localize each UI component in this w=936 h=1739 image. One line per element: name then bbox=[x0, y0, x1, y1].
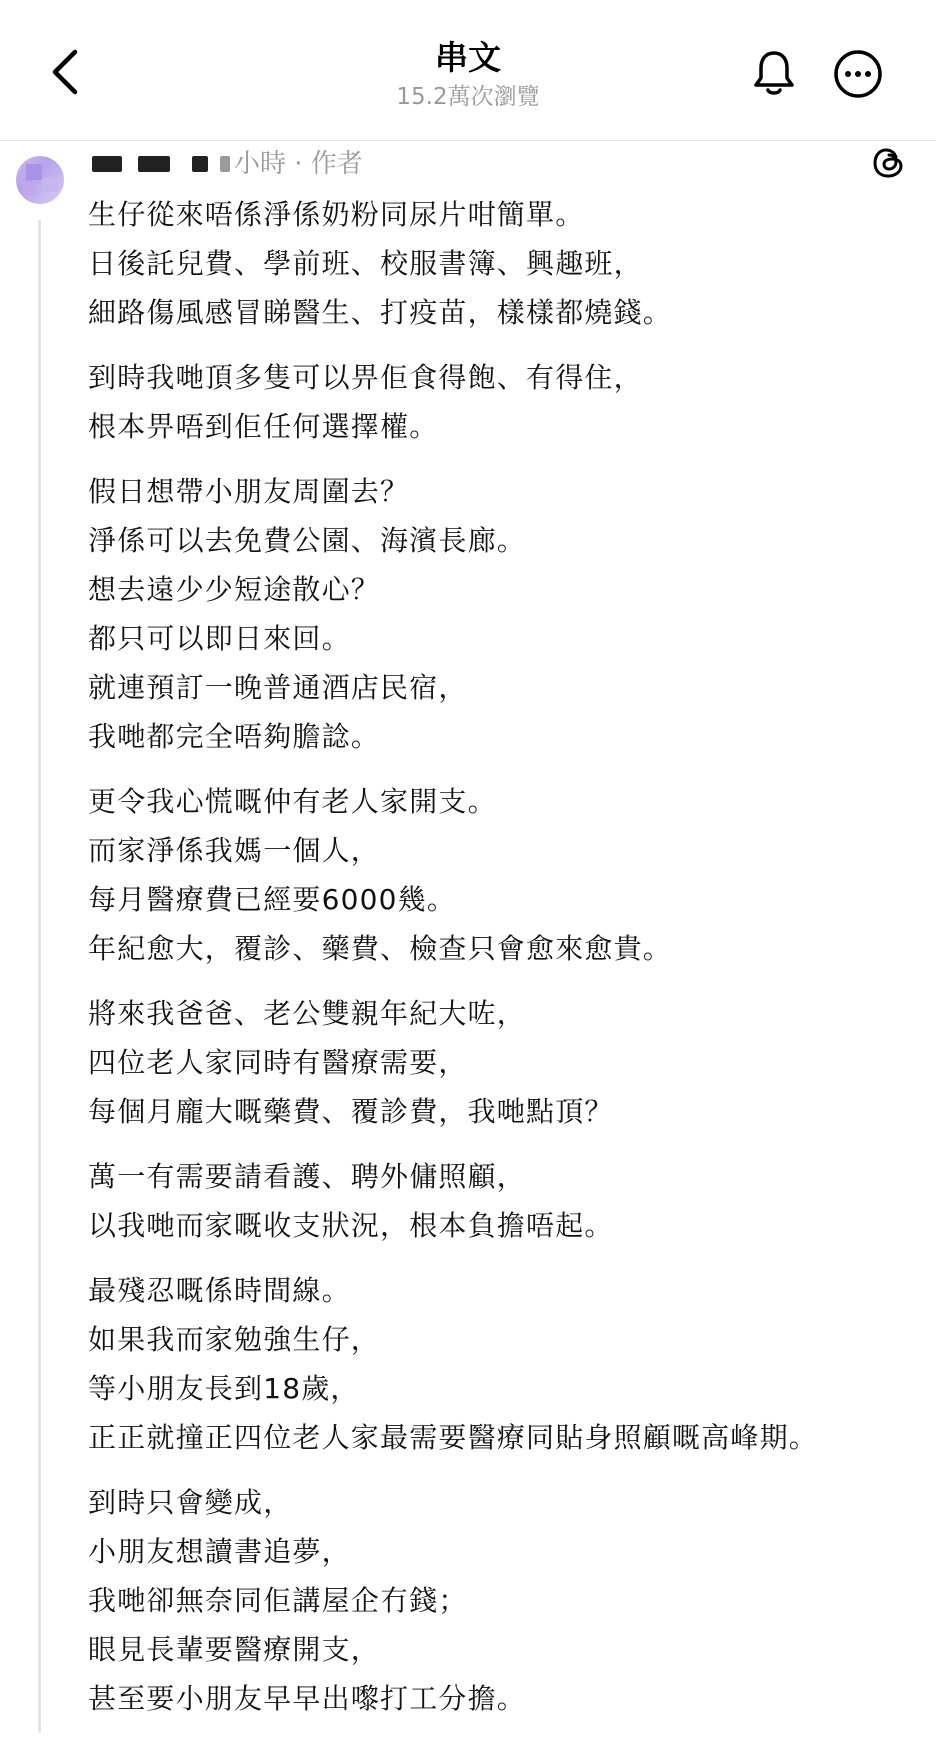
redacted-username bbox=[138, 156, 170, 172]
avatar[interactable] bbox=[16, 156, 64, 204]
post-line: 更令我心慌嘅仲有老人家開支。 bbox=[88, 785, 497, 818]
post-meta bbox=[92, 146, 363, 182]
post-paragraph bbox=[88, 467, 918, 761]
post-line: 就連預訂一晚普通酒店民宿， bbox=[88, 671, 468, 704]
post-paragraph bbox=[88, 190, 918, 337]
thread-line bbox=[38, 220, 41, 1733]
threads-logo-icon[interactable] bbox=[872, 146, 906, 180]
redacted-time bbox=[220, 156, 230, 172]
post-paragraph bbox=[88, 1266, 918, 1462]
post-line: 我哋都完全唔夠膽諗。 bbox=[88, 720, 381, 753]
post-line: 每個月龐大嘅藥費、覆診費，我哋點頂？ bbox=[88, 1095, 614, 1128]
post-paragraph bbox=[88, 353, 918, 451]
post-line: 都只可以即日來回。 bbox=[88, 622, 351, 655]
post-paragraph bbox=[88, 1152, 918, 1250]
post-body bbox=[88, 190, 918, 1739]
post-line: 每月醫療費已經要6000幾。 bbox=[88, 883, 457, 916]
post-line: 小朋友想讀書追夢， bbox=[88, 1535, 351, 1568]
post-line: 正正就撞正四位老人家最需要醫療同貼身照顧嘅高峰期。 bbox=[88, 1421, 819, 1454]
view-count: 15.2萬次瀏覽 bbox=[396, 84, 540, 110]
more-options-button[interactable] bbox=[832, 48, 884, 100]
post-line: 想去遠少少短途散心？ bbox=[88, 573, 381, 606]
post-line: 最殘忍嘅係時間線。 bbox=[88, 1274, 351, 1307]
post-line: 淨係可以去免費公園、海濱長廊。 bbox=[88, 524, 527, 557]
redacted-username bbox=[192, 156, 208, 172]
post-line: 根本畀唔到佢任何選擇權。 bbox=[88, 410, 439, 443]
redacted-username bbox=[92, 156, 122, 172]
more-icon bbox=[833, 49, 883, 99]
post-line: 日後託兒費、學前班、校服書簿、興趣班， bbox=[88, 247, 643, 280]
top-bar bbox=[0, 0, 936, 141]
post-line: 細路傷風感冒睇醫生、打疫苗，樣樣都燒錢。 bbox=[88, 296, 673, 329]
post-paragraph bbox=[88, 777, 918, 973]
bell-icon bbox=[752, 49, 796, 97]
post-paragraph bbox=[88, 1478, 918, 1723]
post-line: 假日想帶小朋友周圍去？ bbox=[88, 475, 410, 508]
post-line: 到時我哋頂多隻可以畀佢食得飽、有得住， bbox=[88, 361, 643, 394]
page-title: 串文 bbox=[435, 38, 501, 77]
post-line: 萬一有需要請看護、聘外傭照顧， bbox=[88, 1160, 527, 1193]
post-line: 到時只會變成， bbox=[88, 1486, 293, 1519]
post-line: 等小朋友長到18歲， bbox=[88, 1372, 360, 1405]
post-line: 年紀愈大，覆診、藥費、檢查只會愈來愈貴。 bbox=[88, 932, 673, 965]
post-line: 四位老人家同時有醫療需要， bbox=[88, 1046, 468, 1079]
post-time-author: 小時 · 作者 bbox=[234, 149, 363, 179]
post-line: 如果我而家勉強生仔， bbox=[88, 1323, 381, 1356]
notification-button[interactable] bbox=[748, 46, 800, 100]
post-line: 將來我爸爸、老公雙親年紀大咗， bbox=[88, 997, 527, 1030]
post-line: 而家淨係我媽一個人， bbox=[88, 834, 381, 867]
post-line: 以我哋而家嘅收支狀況，根本負擔唔起。 bbox=[88, 1209, 614, 1242]
post-line: 我哋卻無奈同佢講屋企冇錢； bbox=[88, 1584, 468, 1617]
post-line: 生仔從來唔係淨係奶粉同尿片咁簡單。 bbox=[88, 198, 585, 231]
post-paragraph bbox=[88, 989, 918, 1136]
post-line: 甚至要小朋友早早出嚟打工分擔。 bbox=[88, 1682, 527, 1715]
post-line: 眼見長輩要醫療開支， bbox=[88, 1633, 381, 1666]
